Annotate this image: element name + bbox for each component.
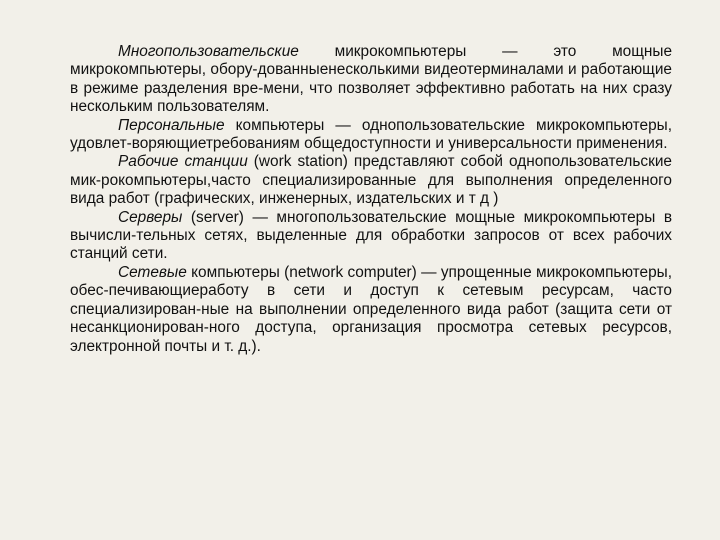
definition-network: компьютеры (network computer) — упрощенные микрокомпьютеры, обес-печивающиеработу в сети и доступ к сетевым ресурсам, часто специализирован-ные на выполнении определенного вида работ (защита сети от несанкционирован-ного доступа, организация просмотра сетевых ресурсов, электронной почты и т. д.). (70, 263, 672, 355)
term-personal: Персональные (118, 116, 225, 134)
term-network: Сетевые (118, 263, 187, 281)
term-servers: Серверы (118, 208, 183, 226)
paragraph-servers (70, 209, 672, 264)
paragraph-multiuser (70, 43, 672, 117)
paragraph-workstations (70, 153, 672, 208)
definition-personal: компьютеры — однопользовательские микрокомпьютеры, удовлет-воряющиетребованиям общедоступности и универсальности применения. (70, 116, 672, 153)
term-multiuser: Многопользовательские (118, 43, 299, 60)
definition-workstations: (work station) представляют собой однопользовательские мик-рокомпьютеры,часто специализированные для выполнения определенного вида работ (графических, инженерных, издательских и т д ) (70, 153, 672, 208)
definition-servers: (server) — многопользовательские мощные микрокомпьютеры в вычисли-тельных сетях, выделенные для обработки запросов от всех рабочих станций сети. (70, 208, 672, 263)
definition-multiuser: микрокомпьютеры — это мощные микрокомпьютеры, обору-дованныенесколькими видеотерминалами и работающие в режиме разделения вре-мени, что позволяет эффективно работать на них сразу нескольким пользователям. (70, 43, 672, 116)
text-block (70, 43, 672, 356)
paragraph-network (70, 264, 672, 356)
paragraph-personal (70, 117, 672, 154)
term-workstations: Рабочие станции (118, 153, 248, 171)
